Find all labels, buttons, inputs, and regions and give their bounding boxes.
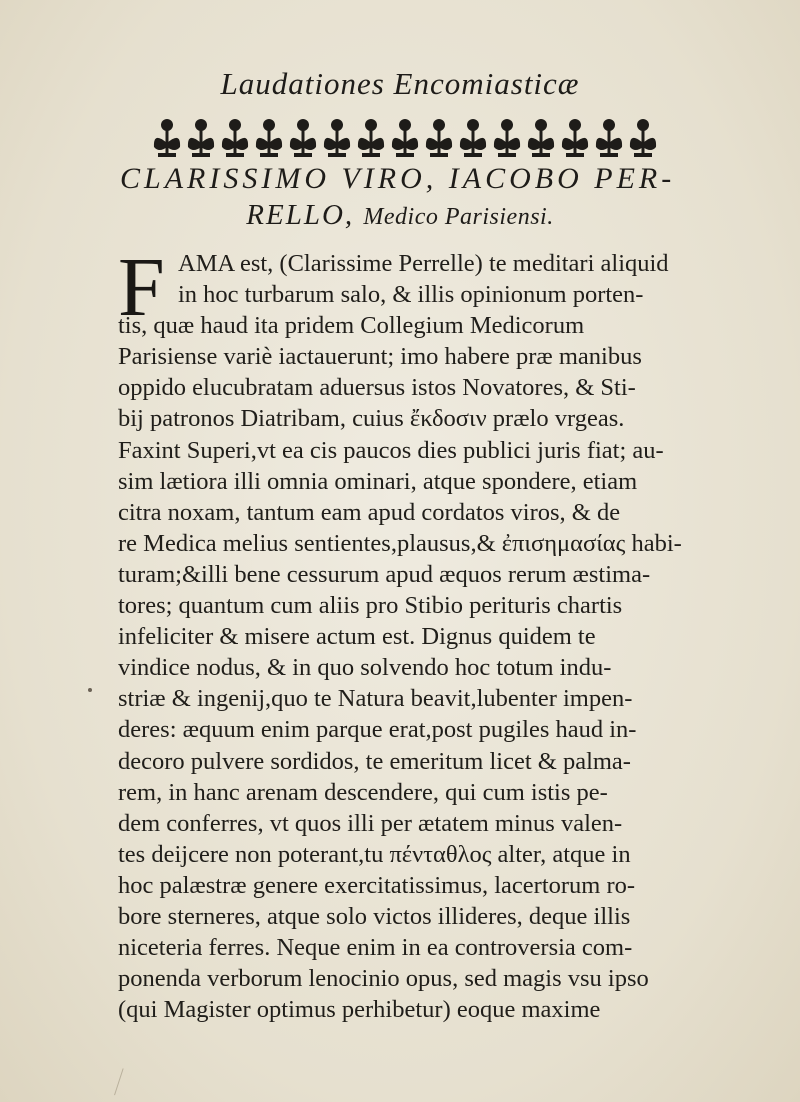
text-line: bore sterneres, atque solo victos illideres, deque illis (118, 902, 631, 930)
fleuron-icon (358, 119, 384, 157)
dedication-line-2 (0, 199, 800, 232)
text-line: hoc palæstræ genere exercitatissimus, lacertorum ro- (118, 871, 636, 899)
ornament-svg (150, 113, 660, 159)
text-line: niceteria ferres. Neque enim in ea controversia com- (118, 934, 633, 962)
text-line: turam;&illi bene cessurum apud æquos rerum æstima- (118, 560, 651, 588)
text-line: bij patronos Diatribam, cuius ἔκδοσιν prælo vrgeas. (118, 405, 625, 433)
fleuron-icon (528, 119, 554, 157)
text-line: infeliciter & misere actum est. Dignus quidem te (118, 623, 596, 651)
fleuron-icon (392, 119, 418, 157)
text-line: dem conferres, vt quos illi per ætatem minus valen- (118, 809, 623, 837)
text-line: Faxint Superi,vt ea cis paucos dies publici juris fiat; au- (118, 436, 664, 464)
body-text (118, 241, 730, 1025)
fleuron-icon (188, 119, 214, 157)
text-line: decoro pulvere sordidos, te emeritum licet & palma- (118, 747, 631, 775)
text-line: re Medica melius sentientes,plausus,& ἐπισημασίας habi- (118, 529, 682, 557)
fleuron-icon (596, 119, 622, 157)
text-line: tis, quæ haud ita pridem Collegium Medicorum (118, 312, 585, 340)
ink-speck (88, 688, 92, 692)
fleuron-icon (426, 119, 452, 157)
text-line: citra noxam, tantum eam apud cordatos viros, & de (118, 498, 621, 526)
text-line: deres: æquum enim parque erat,post pugiles haud in- (118, 716, 637, 744)
dedication-line-1: CLARISSIMO VIRO, IACOBO PER- (120, 162, 676, 195)
fleuron-icon (324, 119, 350, 157)
text-line: AMA est, (Clarissime Perrelle) te meditari aliquid (178, 250, 669, 277)
text-line: tores; quantum cum aliis pro Stibio perituris chartis (118, 592, 623, 620)
text-line: ponenda verborum lenocinio opus, sed magis vsu ipso (118, 965, 649, 993)
text-line: striæ & ingenij,quo te Natura beavit,lubenter impen- (118, 685, 633, 713)
fleuron-icon (494, 119, 520, 157)
text-line: sim lætiora illi omnia ominari, atque spondere, etiam (118, 467, 638, 495)
text-line: tes deijcere non poterant,tu πένταθλος alter, atque in (118, 840, 631, 868)
text-line: in hoc turbarum salo, & illis opinionum porten- (178, 281, 644, 309)
running-head: Laudationes Encomiasticæ (220, 66, 580, 101)
dedicatee-name: RELLO, (246, 199, 355, 231)
fleuron-icon (256, 119, 282, 157)
text-line: vindice nodus, & in quo solvendo hoc totum indu- (118, 654, 612, 682)
text-line: rem, in hanc arenam descendere, qui cum istis pe- (118, 778, 608, 806)
fleuron-row-ornament-icon (150, 113, 660, 159)
dedicatee-title: Medico Parisiensi. (363, 204, 554, 230)
drop-cap: F (118, 241, 165, 334)
text-line: oppido elucubratam aduersus istos Novatores, & Sti- (118, 374, 636, 402)
text-line: (qui Magister optimus perhibetur) eoque maxime (118, 996, 601, 1024)
paper-crease (114, 1068, 137, 1099)
fleuron-icon (222, 119, 248, 157)
fleuron-icon (460, 119, 486, 157)
fleuron-icon (154, 119, 180, 157)
text-line: Parisiense variè iactauerunt; imo habere præ manibus (118, 343, 642, 371)
fleuron-icon (290, 119, 316, 157)
fleuron-icon (630, 119, 656, 157)
fleuron-icon (562, 119, 588, 157)
